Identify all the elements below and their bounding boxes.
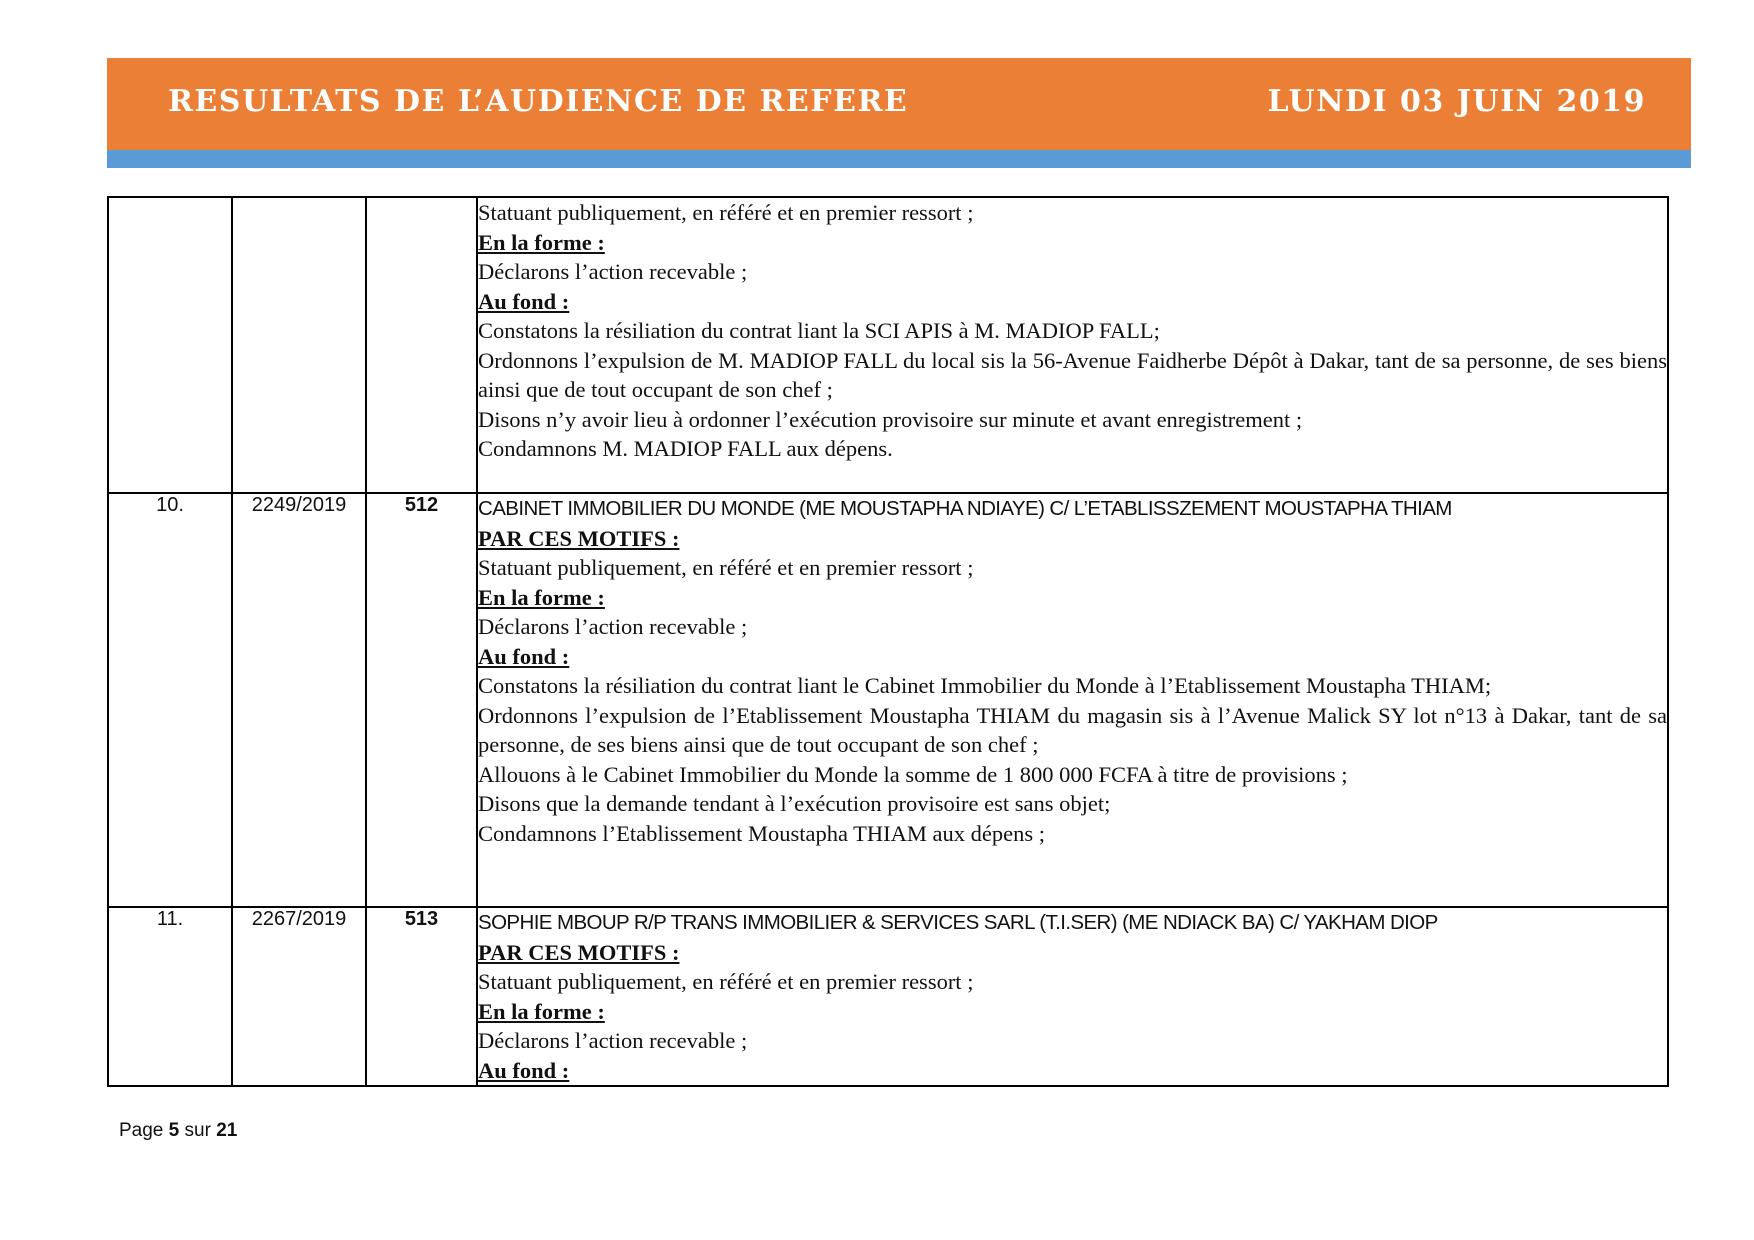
case-parties: SOPHIE MBOUP R/P TRANS IMMOBILIER & SERVICES SARL (T.I.SER) (ME NDIACK BA) C/ YAKHAM DIOP	[478, 911, 1438, 934]
role-number-cell	[232, 197, 366, 493]
ruling-line: Statuant publiquement, en référé et en premier ressort ;	[478, 200, 974, 225]
ruling-line: Statuant publiquement, en référé et en premier ressort ;	[478, 555, 974, 580]
decision-number-cell: 512	[366, 493, 477, 907]
table-row	[108, 493, 1668, 907]
section-heading: Au fond :	[478, 288, 570, 314]
heading-line	[478, 997, 1667, 1027]
ruling-line: Ordonnons l’expulsion de M. MADIOP FALL du local sis la 56-Avenue Faidherbe Dépôt à Dakar, tant de sa personne, de ses biens ainsi que de tout occupant de son chef ;	[478, 347, 1667, 402]
heading-line	[478, 228, 1667, 258]
results-table	[107, 196, 1669, 1087]
page-title: RESULTATS DE L’AUDIENCE DE REFERE	[168, 84, 909, 119]
heading-line	[478, 524, 1667, 554]
ruling-line: Déclarons l’action recevable ;	[478, 1028, 748, 1053]
case-number-cell	[108, 197, 232, 493]
section-heading: Au fond :	[478, 643, 570, 669]
footer-page-number: 5	[168, 1120, 180, 1141]
role-number-cell: 2267/2019	[232, 907, 366, 1086]
decision-content-cell	[477, 197, 1668, 493]
footer-page-total: 21	[216, 1120, 238, 1141]
section-heading: En la forme :	[478, 229, 605, 255]
footer-page-label: Page	[119, 1120, 164, 1141]
section-heading: PAR CES MOTIFS :	[478, 939, 680, 965]
hearing-date: LUNDI 03 JUIN 2019	[1267, 84, 1646, 119]
ruling-line: Déclarons l’action recevable ;	[478, 614, 748, 639]
table-row	[108, 907, 1668, 1086]
heading-line	[478, 642, 1667, 672]
role-number-cell: 2249/2019	[232, 493, 366, 907]
case-parties: CABINET IMMOBILIER DU MONDE (ME MOUSTAPHA NDIAYE) C/ L’ETABLISSZEMENT MOUSTAPHA THIAM	[478, 497, 1452, 520]
section-heading: En la forme :	[478, 584, 605, 610]
decision-number-cell	[366, 197, 477, 493]
heading-line	[478, 583, 1667, 613]
ruling-line: Constatons la résiliation du contrat liant le Cabinet Immobilier du Monde à l’Etablissement Moustapha THIAM;	[478, 673, 1492, 698]
ruling-line: Ordonnons l’expulsion de l’Etablissement Moustapha THIAM du magasin sis à l’Avenue Malick SY lot n°13 à Dakar, tant de sa personne, de ses biens ainsi que de tout occupant de son chef ;	[478, 702, 1667, 757]
ruling-line: Déclarons l’action recevable ;	[478, 259, 748, 284]
case-number-cell: 11.	[108, 907, 232, 1086]
ruling-line: Constatons la résiliation du contrat liant la SCI APIS à M. MADIOP FALL;	[478, 318, 1160, 343]
case-number-cell: 10.	[108, 493, 232, 907]
ruling-line: Condamnons l’Etablissement Moustapha THIAM aux dépens ;	[478, 820, 1046, 846]
section-heading: En la forme :	[478, 998, 605, 1024]
decision-number-cell: 513	[366, 907, 477, 1086]
ruling-line: Condamnons M. MADIOP FALL aux dépens.	[478, 436, 893, 461]
ruling-line: Disons que la demande tendant à l’exécution provisoire est sans objet;	[478, 791, 1111, 816]
table-row	[108, 197, 1668, 493]
section-heading: Au fond :	[478, 1057, 570, 1083]
section-heading: PAR CES MOTIFS :	[478, 525, 680, 551]
ruling-line: Disons n’y avoir lieu à ordonner l’exécution provisoire sur minute et avant enregistrement ;	[478, 406, 1303, 432]
decision-content-cell	[477, 907, 1668, 1086]
heading-line	[478, 287, 1667, 317]
heading-line	[478, 1056, 1667, 1086]
page-footer	[119, 1120, 237, 1142]
header-blue-band	[107, 150, 1691, 168]
heading-line	[478, 938, 1667, 968]
decision-content-cell	[477, 493, 1668, 907]
ruling-line: Allouons à le Cabinet Immobilier du Monde la somme de 1 800 000 FCFA à titre de provisions ;	[478, 761, 1348, 787]
ruling-line: Statuant publiquement, en référé et en premier ressort ;	[478, 969, 974, 994]
footer-sur-label: sur	[184, 1120, 211, 1141]
